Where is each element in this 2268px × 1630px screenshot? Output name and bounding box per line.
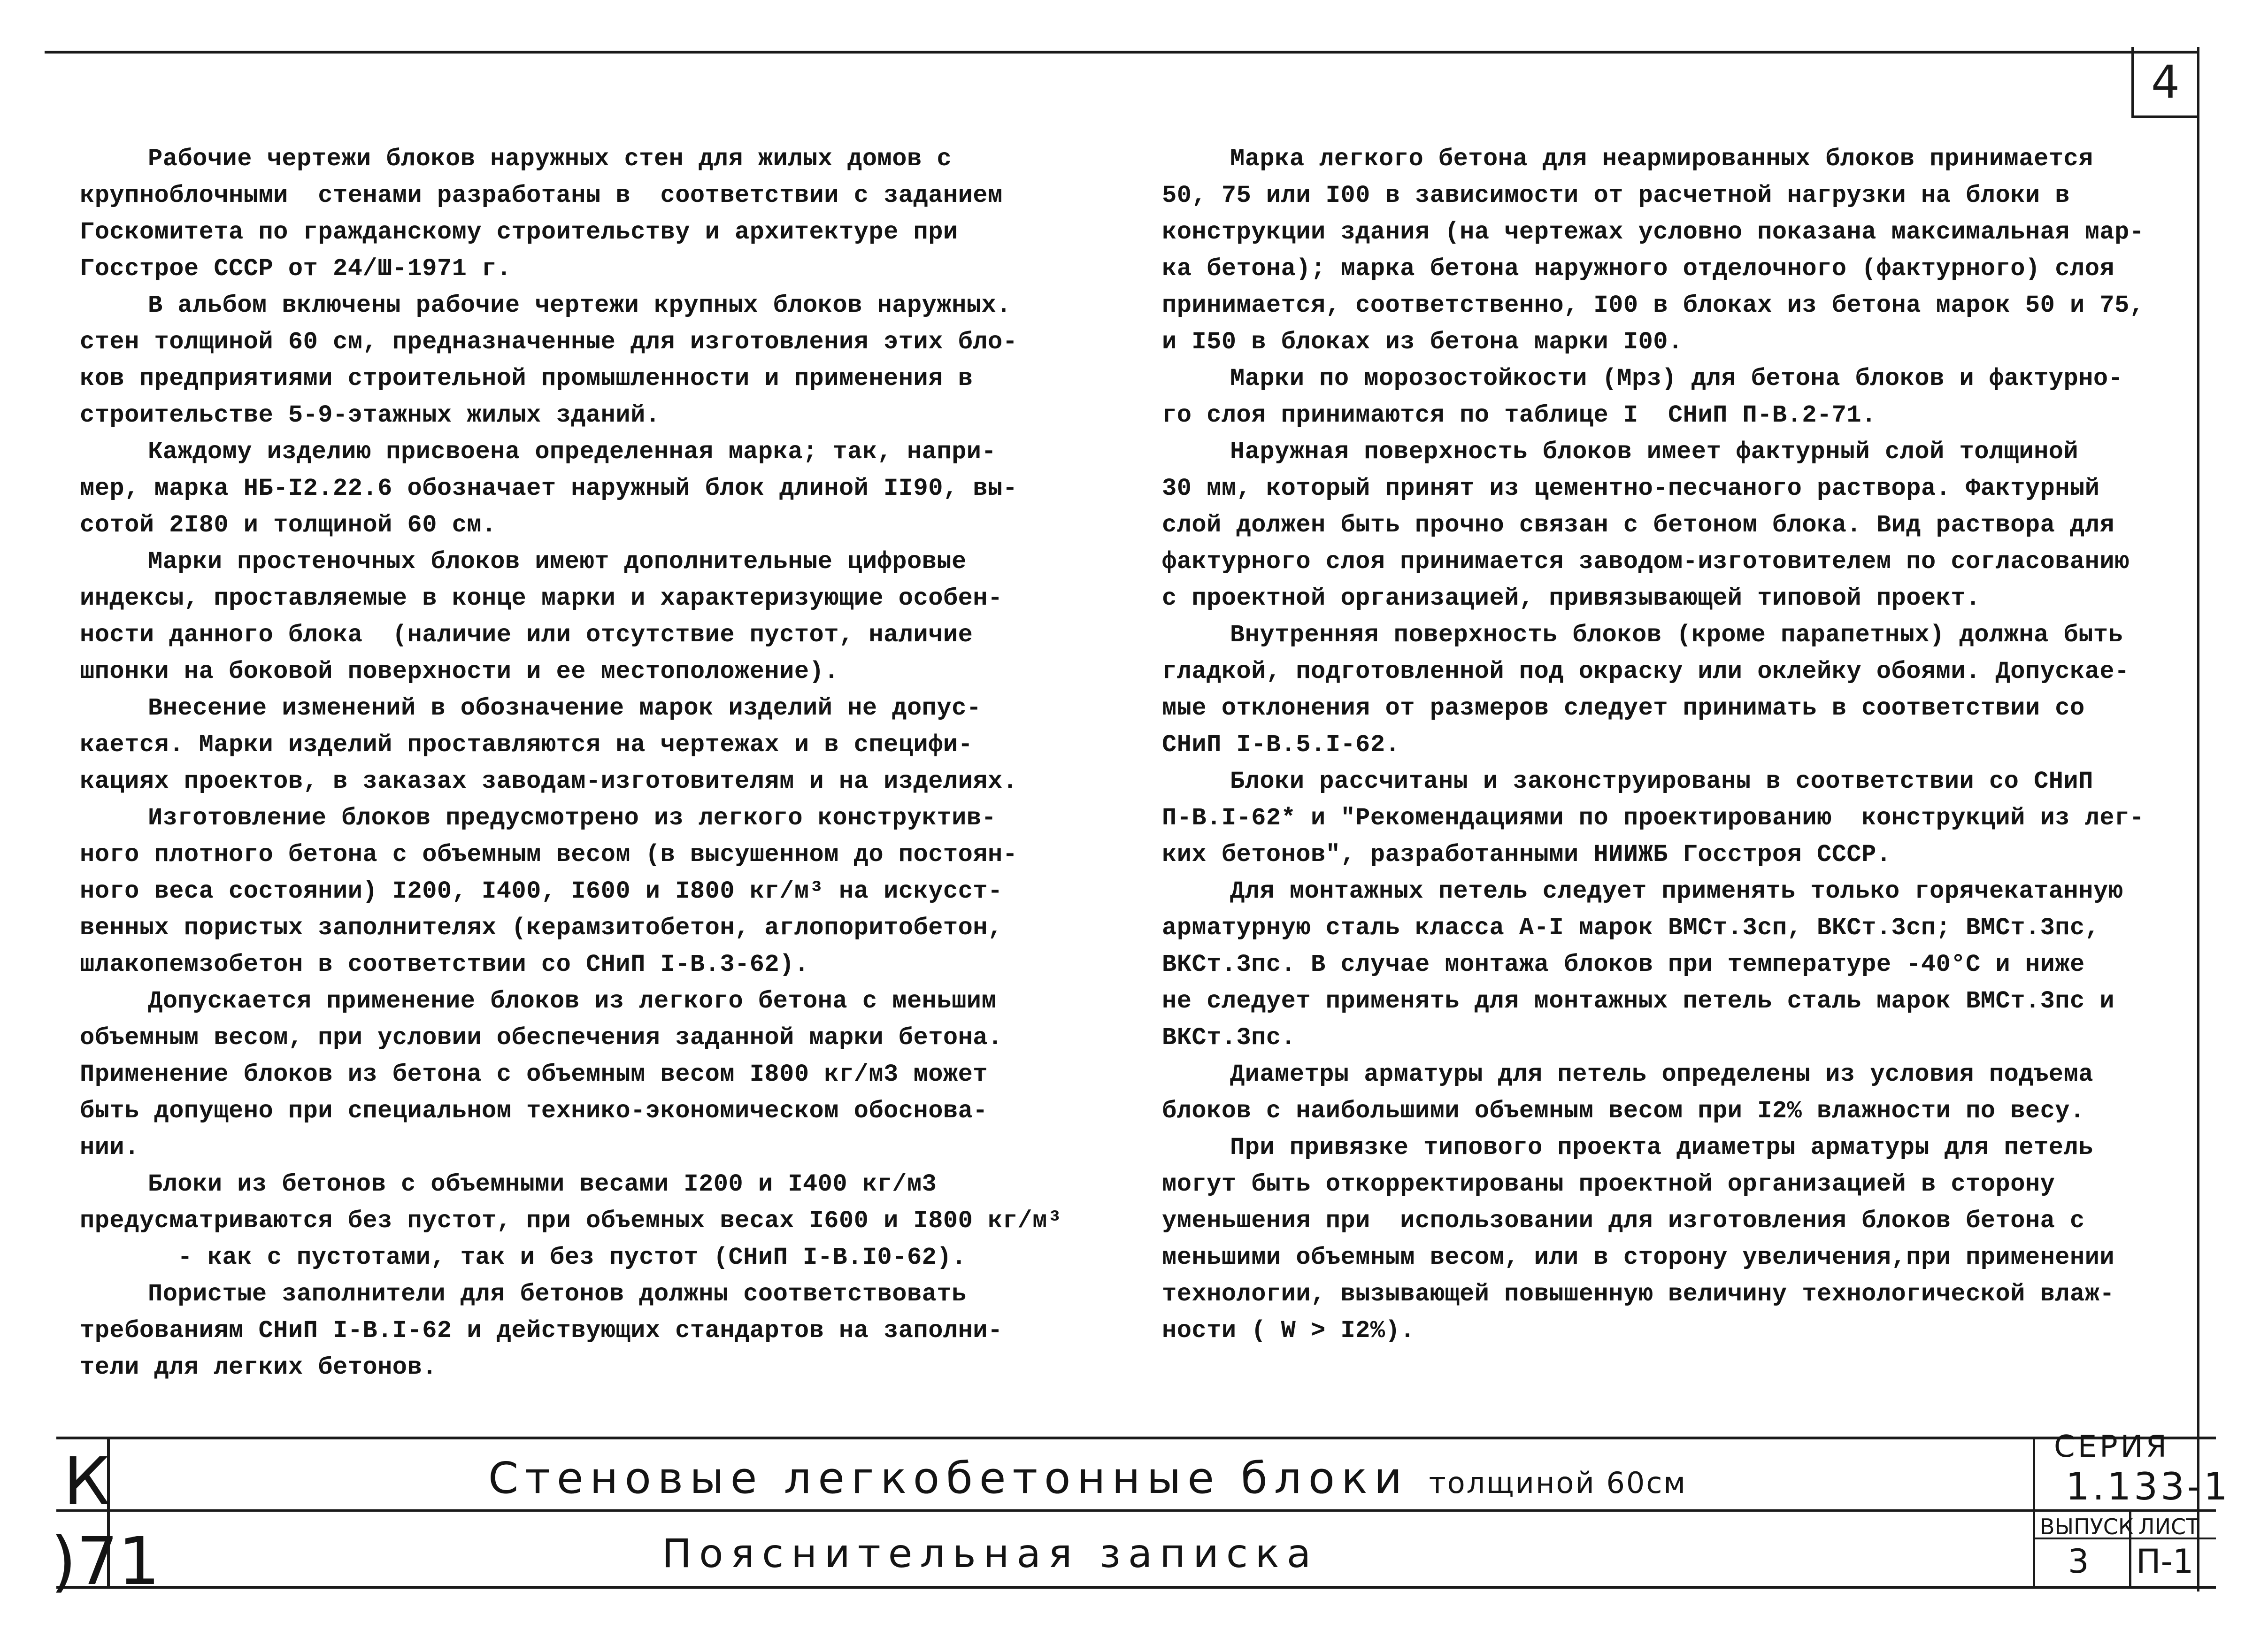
text-line: Изготовление блоков предусмотрено из легкого конструктив-: [148, 804, 997, 832]
text-line: ка бетона); марка бетона наружного отделочного (фактурного) слоя: [1162, 255, 2115, 283]
title-block-bottom-line: [56, 1586, 2216, 1589]
title-block-middle-line: [56, 1509, 2216, 1512]
title-block-side-bottom: )71: [51, 1523, 160, 1600]
text-line: ного плотного бетона с объемным весом (в высушенном до постоян-: [80, 841, 1018, 869]
text-line: ного веса состоянии) I200, I400, I600 и I800 кг/м³ на искусст-: [80, 877, 1003, 905]
text-line: строительстве 5-9-этажных жилых зданий.: [80, 401, 661, 429]
text-line: нии.: [80, 1134, 139, 1161]
document-subtitle: Пояснительная записка: [662, 1530, 1319, 1576]
text-line: Марка легкого бетона для неармированных блоков принимается: [1230, 145, 2093, 173]
vypusk-label: ВЫПУСК: [2040, 1514, 2134, 1539]
text-line: Каждому изделию присвоена определенная марка; так, напри-: [148, 438, 997, 466]
text-line: быть допущено при специальном технико-экономическом обоснова-: [80, 1097, 988, 1125]
title-block-top-line: [56, 1437, 2216, 1439]
text-line: Диаметры арматуры для петель определены из условия подъема: [1230, 1061, 2093, 1088]
text-line: П-В.I-62* и "Рекомендациями по проектированию конструкций из лег-: [1162, 804, 2145, 832]
text-line: с проектной организацией, привязывающей типовой проект.: [1162, 584, 1981, 612]
vypusk-value: 3: [2068, 1542, 2089, 1581]
document-title-text: Стеновые легкобетонные блоки: [488, 1453, 1409, 1503]
text-line: Рабочие чертежи блоков наружных стен для жилых домов с: [148, 145, 952, 173]
text-line: Госстрое СССР от 24/Ш-1971 г.: [80, 255, 512, 283]
top-frame-line: [45, 51, 2199, 54]
seria-value: 1.133-1: [2066, 1465, 2230, 1508]
text-line: принимается, соответственно, I00 в блоках из бетона марок 50 и 75,: [1162, 292, 2145, 319]
text-line: не следует применять для монтажных петель сталь марок ВМСт.3пс и: [1162, 987, 2115, 1015]
title-block-side-top: К: [63, 1444, 110, 1520]
text-line: СНиП I-В.5.I-62.: [1162, 731, 1400, 759]
text-line: Наружная поверхность блоков имеет фактурный слой толщиной: [1230, 438, 2079, 466]
list-value: П-1: [2136, 1542, 2194, 1581]
text-line: Внутренняя поверхность блоков (кроме парапетных) должна быть: [1230, 621, 2123, 649]
seria-label: СЕРИЯ: [2054, 1430, 2170, 1464]
right-frame-line: [2197, 47, 2199, 1592]
text-line: Для монтажных петель следует применять только горячекатанную: [1230, 877, 2123, 905]
text-line: ВКСт.3пс. В случае монтажа блоков при температуре -40°С и ниже: [1162, 951, 2085, 978]
title-block-seria-divider: [2033, 1437, 2035, 1589]
list-label: ЛИСТ: [2138, 1514, 2199, 1539]
left-text-column: [80, 141, 1150, 1386]
text-line: шпонки на боковой поверхности и ее местоположение).: [80, 658, 839, 685]
text-line: го слоя принимаются по таблице I СНиП П-В.2-71.: [1162, 401, 1876, 429]
document-title: [488, 1453, 1687, 1503]
text-line: мер, марка НБ-I2.22.6 обозначает наружный блок длиной II90, вы-: [80, 475, 1018, 502]
document-title-suffix: толщиной 60см: [1429, 1466, 1687, 1500]
text-line: требованиям СНиП I-В.I-62 и действующих стандартов на заполни-: [80, 1317, 1003, 1345]
text-line: гладкой, подготовленной под окраску или оклейку обоями. Допускае-: [1162, 658, 2130, 685]
text-line: фактурного слоя принимается заводом-изготовителем по согласованию: [1162, 548, 2130, 576]
text-line: Марки простеночных блоков имеют дополнительные цифровые: [148, 548, 967, 576]
text-line: арматурную сталь класса А-I марок ВМСт.3сп, ВКСт.3сп; ВМСт.3пс,: [1162, 914, 2100, 942]
text-line: - как с пустотами, так и без пустот (СНиП I-В.I0-62).: [148, 1244, 967, 1271]
text-line: мые отклонения от размеров следует принимать в соответствии со: [1162, 694, 2085, 722]
text-line: предусматриваются без пустот, при объемных весах I600 и I800 кг/м³: [80, 1207, 1062, 1235]
text-line: кается. Марки изделий проставляются на чертежах и в специфи-: [80, 731, 973, 759]
text-line: ВКСт.3пс.: [1162, 1024, 1296, 1052]
text-line: Допускается применение блоков из легкого бетона с меньшим: [148, 987, 997, 1015]
text-line: крупноблочными стенами разработаны в соответствии с заданием: [80, 182, 1003, 209]
text-line: технологии, вызывающей повышенную величину технологической влаж-: [1162, 1280, 2115, 1308]
text-line: 30 мм, который принят из цементно-песчаного раствора. Фактурный: [1162, 475, 2100, 502]
text-line: объемным весом, при условии обеспечения заданной марки бетона.: [80, 1024, 1003, 1052]
text-line: ков предприятиями строительной промышленности и применения в: [80, 365, 973, 392]
text-line: ких бетонов", разработанными НИИЖБ Госстроя СССР.: [1162, 841, 1891, 869]
text-line: При привязке типового проекта диаметры арматуры для петель: [1230, 1134, 2093, 1161]
text-line: блоков с наибольшими объемным весом при I2% влажности по весу.: [1162, 1097, 2085, 1125]
text-line: индексы, проставляемые в конце марки и характеризующие особен-: [80, 584, 1003, 612]
text-line: меньшими объемным весом, или в сторону увеличения,при применении: [1162, 1244, 2115, 1271]
text-line: кациях проектов, в заказах заводам-изготовителям и на изделиях.: [80, 768, 1018, 795]
text-line: ности ( W > I2%).: [1162, 1317, 1415, 1345]
text-line: стен толщиной 60 см, предназначенные для изготовления этих бло-: [80, 328, 1018, 356]
text-line: Блоки из бетонов с объемными весами I200 и I400 кг/м3: [148, 1170, 937, 1198]
text-line: тели для легких бетонов.: [80, 1353, 437, 1381]
text-line: Блоки рассчитаны и законструированы в соответствии со СНиП: [1230, 768, 2093, 795]
text-line: ности данного блока (наличие или отсутствие пустот, наличие: [80, 621, 973, 649]
text-line: 50, 75 или I00 в зависимости от расчетной нагрузки на блоки в: [1162, 182, 2070, 209]
text-line: могут быть откорректированы проектной организацией в сторону: [1162, 1170, 2055, 1198]
text-line: В альбом включены рабочие чертежи крупных блоков наружных.: [148, 292, 1011, 319]
text-line: сотой 2I80 и толщиной 60 см.: [80, 511, 497, 539]
text-line: и I50 в блоках из бетона марки I00.: [1162, 328, 1683, 356]
text-line: Внесение изменений в обозначение марок изделий не допус-: [148, 694, 982, 722]
page-number: 4: [2151, 56, 2180, 108]
text-line: венных пористых заполнителях (керамзитобетон, аглопоритобетон,: [80, 914, 1003, 942]
right-text-column: [1162, 141, 2148, 1349]
text-line: Госкомитета по гражданскому строительству и архитектуре при: [80, 218, 958, 246]
text-line: Марки по морозостойкости (Мрз) для бетона блоков и фактурно-: [1230, 365, 2123, 392]
text-line: слой должен быть прочно связан с бетоном блока. Вид раствора для: [1162, 511, 2115, 539]
text-line: конструкции здания (на чертежах условно показана максимальная мар-: [1162, 218, 2145, 246]
text-line: Применение блоков из бетона с объемным весом I800 кг/м3 может: [80, 1061, 988, 1088]
text-line: шлакопемзобетон в соответствии со СНиП I-В.3-62).: [80, 951, 809, 978]
text-line: Пористые заполнители для бетонов должны соответствовать: [148, 1280, 967, 1308]
text-line: уменьшения при использовании для изготовления блоков бетона с: [1162, 1207, 2085, 1235]
